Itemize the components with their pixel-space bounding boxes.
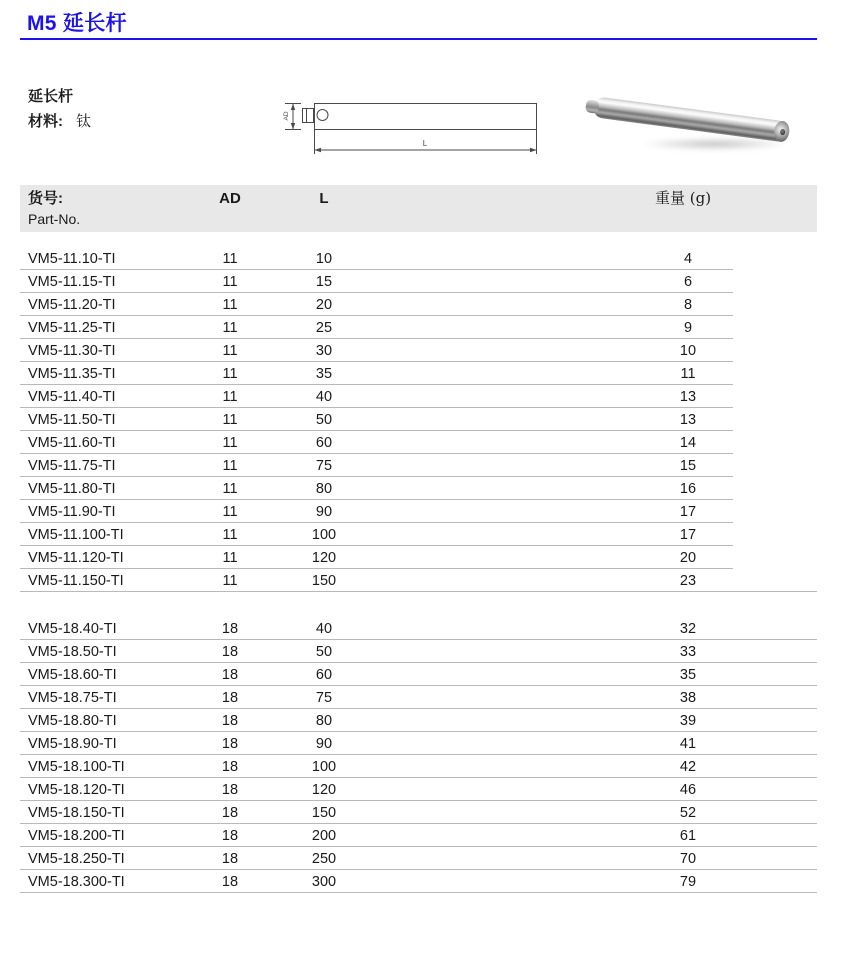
table-row <box>20 870 817 893</box>
table-row <box>20 663 817 686</box>
length-cell: 60 <box>315 435 333 451</box>
table-row <box>20 500 817 523</box>
ad-cell: 11 <box>222 412 238 428</box>
weight-cell: 20 <box>679 550 697 566</box>
length-cell: 25 <box>315 320 333 336</box>
weight-cell: 13 <box>679 412 697 428</box>
length-cell: 150 <box>311 805 337 821</box>
part-number-cell: VM5-11.90-TI <box>28 504 116 520</box>
weight-cell: 9 <box>683 320 693 336</box>
ad-cell: 11 <box>222 320 238 336</box>
weight-cell: 61 <box>679 828 697 844</box>
weight-cell: 17 <box>679 504 697 520</box>
row-divider <box>20 591 817 592</box>
ad-cell: 18 <box>221 874 239 890</box>
product-name: 延长杆 <box>28 88 74 105</box>
ad-cell: 11 <box>222 573 238 589</box>
ad-arrow-down <box>291 123 295 130</box>
header-l: L <box>319 190 329 207</box>
part-number-cell: VM5-11.35-TI <box>28 366 116 382</box>
table-row <box>20 732 817 755</box>
length-cell: 80 <box>315 713 333 729</box>
ad-cell: 18 <box>221 736 239 752</box>
table-row <box>20 847 817 870</box>
part-number-cell: VM5-18.80-TI <box>28 713 117 729</box>
ad-arrow-up <box>291 104 295 111</box>
header-part-no-cn: 货号: <box>28 190 63 207</box>
ad-cell: 11 <box>222 343 238 359</box>
length-cell: 80 <box>315 481 333 497</box>
weight-cell: 15 <box>679 458 697 474</box>
part-number-cell: VM5-11.80-TI <box>28 481 116 497</box>
length-cell: 35 <box>315 366 333 382</box>
weight-cell: 32 <box>679 621 697 637</box>
rod-tip <box>585 99 600 114</box>
table-row <box>20 408 817 431</box>
table-row <box>20 709 817 732</box>
ad-cell: 18 <box>221 851 239 867</box>
material-label: 材料: <box>28 113 63 130</box>
weight-cell: 38 <box>679 690 697 706</box>
ad-cell: 11 <box>222 550 238 566</box>
l-dim-label: L <box>422 139 428 148</box>
part-number-cell: VM5-18.90-TI <box>28 736 117 752</box>
table-row <box>20 270 817 293</box>
part-number-cell: VM5-18.100-TI <box>28 759 125 775</box>
weight-cell: 14 <box>679 435 697 451</box>
stud-outline <box>303 109 314 123</box>
table-row <box>20 454 817 477</box>
technical-drawing <box>283 90 553 162</box>
part-number-cell: VM5-11.120-TI <box>28 550 124 566</box>
part-number-cell: VM5-11.50-TI <box>28 412 116 428</box>
ad-cell: 18 <box>221 690 239 706</box>
table-row <box>20 431 817 454</box>
ad-dim-label: AD <box>283 111 290 121</box>
header-part-no-en: Part-No. <box>28 211 81 227</box>
weight-cell: 33 <box>679 644 697 660</box>
weight-cell: 79 <box>679 874 697 890</box>
material-row <box>28 113 91 131</box>
table-row <box>20 247 817 270</box>
product-photo <box>585 95 800 157</box>
table-row <box>20 293 817 316</box>
weight-cell: 16 <box>679 481 697 497</box>
ad-cell: 11 <box>222 274 238 290</box>
ad-cell: 18 <box>221 621 239 637</box>
weight-cell: 17 <box>679 527 697 543</box>
l-arrow-right <box>530 148 537 152</box>
table-row <box>20 316 817 339</box>
title-divider <box>20 38 817 40</box>
ad-cell: 11 <box>222 389 238 405</box>
part-number-cell: VM5-18.150-TI <box>28 805 125 821</box>
ad-cell: 11 <box>222 251 238 267</box>
part-number-cell: VM5-18.60-TI <box>28 667 117 683</box>
length-cell: 90 <box>315 736 333 752</box>
ad-cell: 18 <box>221 759 239 775</box>
weight-cell: 11 <box>680 366 696 382</box>
length-cell: 100 <box>311 527 337 543</box>
product-info <box>28 88 91 131</box>
length-cell: 20 <box>315 297 333 313</box>
ad-cell: 18 <box>221 713 239 729</box>
ad-cell: 18 <box>221 782 239 798</box>
length-cell: 50 <box>315 412 333 428</box>
part-number-cell: VM5-11.10-TI <box>28 251 116 267</box>
weight-cell: 23 <box>679 573 697 589</box>
table-row <box>20 523 817 546</box>
part-number-cell: VM5-11.40-TI <box>28 389 116 405</box>
weight-cell: 52 <box>679 805 697 821</box>
length-cell: 40 <box>315 621 333 637</box>
length-cell: 300 <box>311 874 337 890</box>
weight-cell: 4 <box>683 251 693 267</box>
table-header <box>20 185 817 232</box>
part-number-cell: VM5-18.250-TI <box>28 851 125 867</box>
length-cell: 15 <box>315 274 333 290</box>
ad-cell: 11 <box>222 297 238 313</box>
weight-cell: 8 <box>683 297 693 313</box>
rod-outline <box>315 104 537 130</box>
part-number-cell: VM5-11.60-TI <box>28 435 116 451</box>
weight-cell: 13 <box>679 389 697 405</box>
header-ad: AD <box>219 190 241 207</box>
l-arrow-left <box>315 148 322 152</box>
part-number-cell: VM5-18.50-TI <box>28 644 117 660</box>
part-number-cell: VM5-11.30-TI <box>28 343 116 359</box>
length-cell: 10 <box>315 251 333 267</box>
material-value: 钛 <box>76 113 92 130</box>
weight-cell: 39 <box>679 713 697 729</box>
ad-cell: 18 <box>221 644 239 660</box>
ad-cell: 18 <box>221 667 239 683</box>
row-divider <box>20 892 817 893</box>
length-cell: 120 <box>311 550 337 566</box>
weight-cell: 41 <box>679 736 697 752</box>
part-number-cell: VM5-18.40-TI <box>28 621 117 637</box>
part-number-cell: VM5-11.15-TI <box>28 274 116 290</box>
weight-cell: 46 <box>679 782 697 798</box>
part-number-cell: VM5-11.25-TI <box>28 320 116 336</box>
length-cell: 40 <box>315 389 333 405</box>
part-number-cell: VM5-18.300-TI <box>28 874 125 890</box>
table-row <box>20 824 817 847</box>
part-number-cell: VM5-18.75-TI <box>28 690 117 706</box>
length-cell: 60 <box>315 667 333 683</box>
table-row <box>20 362 817 385</box>
table-row <box>20 640 817 663</box>
drawing-svg <box>283 90 553 162</box>
weight-cell: 10 <box>679 343 697 359</box>
ad-cell: 18 <box>221 828 239 844</box>
length-cell: 150 <box>311 573 337 589</box>
ad-cell: 11 <box>222 458 238 474</box>
table-row <box>20 778 817 801</box>
weight-cell: 70 <box>679 851 697 867</box>
table-row <box>20 546 817 569</box>
table-row <box>20 385 817 408</box>
table-group-1 <box>20 617 817 893</box>
page-title: M5 延长杆 <box>27 12 127 35</box>
part-number-cell: VM5-18.200-TI <box>28 828 125 844</box>
table-row <box>20 569 817 592</box>
part-number-cell: VM5-18.120-TI <box>28 782 125 798</box>
part-number-cell: VM5-11.75-TI <box>28 458 116 474</box>
weight-cell: 35 <box>679 667 697 683</box>
length-cell: 90 <box>315 504 333 520</box>
table-group-0 <box>20 247 817 592</box>
weight-cell: 6 <box>683 274 693 290</box>
part-number-cell: VM5-11.20-TI <box>28 297 116 313</box>
table-row <box>20 339 817 362</box>
table-body <box>20 247 817 893</box>
length-cell: 75 <box>315 458 333 474</box>
part-number-cell: VM5-11.100-TI <box>28 527 124 543</box>
ad-cell: 11 <box>222 435 238 451</box>
ad-cell: 11 <box>222 527 238 543</box>
length-cell: 200 <box>311 828 337 844</box>
table-row <box>20 686 817 709</box>
header-weight: 重量 (g) <box>655 189 712 207</box>
hole-circle <box>317 110 328 121</box>
length-cell: 100 <box>311 759 337 775</box>
ad-cell: 11 <box>222 366 238 382</box>
length-cell: 50 <box>315 644 333 660</box>
length-cell: 250 <box>311 851 337 867</box>
table-row <box>20 801 817 824</box>
table-row <box>20 477 817 500</box>
weight-cell: 42 <box>679 759 697 775</box>
length-cell: 30 <box>315 343 333 359</box>
length-cell: 120 <box>311 782 337 798</box>
rod-render <box>592 96 789 142</box>
part-number-cell: VM5-11.150-TI <box>28 573 124 589</box>
length-cell: 75 <box>315 690 333 706</box>
table-row <box>20 617 817 640</box>
ad-cell: 11 <box>222 481 238 497</box>
ad-cell: 11 <box>222 504 238 520</box>
ad-cell: 18 <box>221 805 239 821</box>
table-row <box>20 755 817 778</box>
